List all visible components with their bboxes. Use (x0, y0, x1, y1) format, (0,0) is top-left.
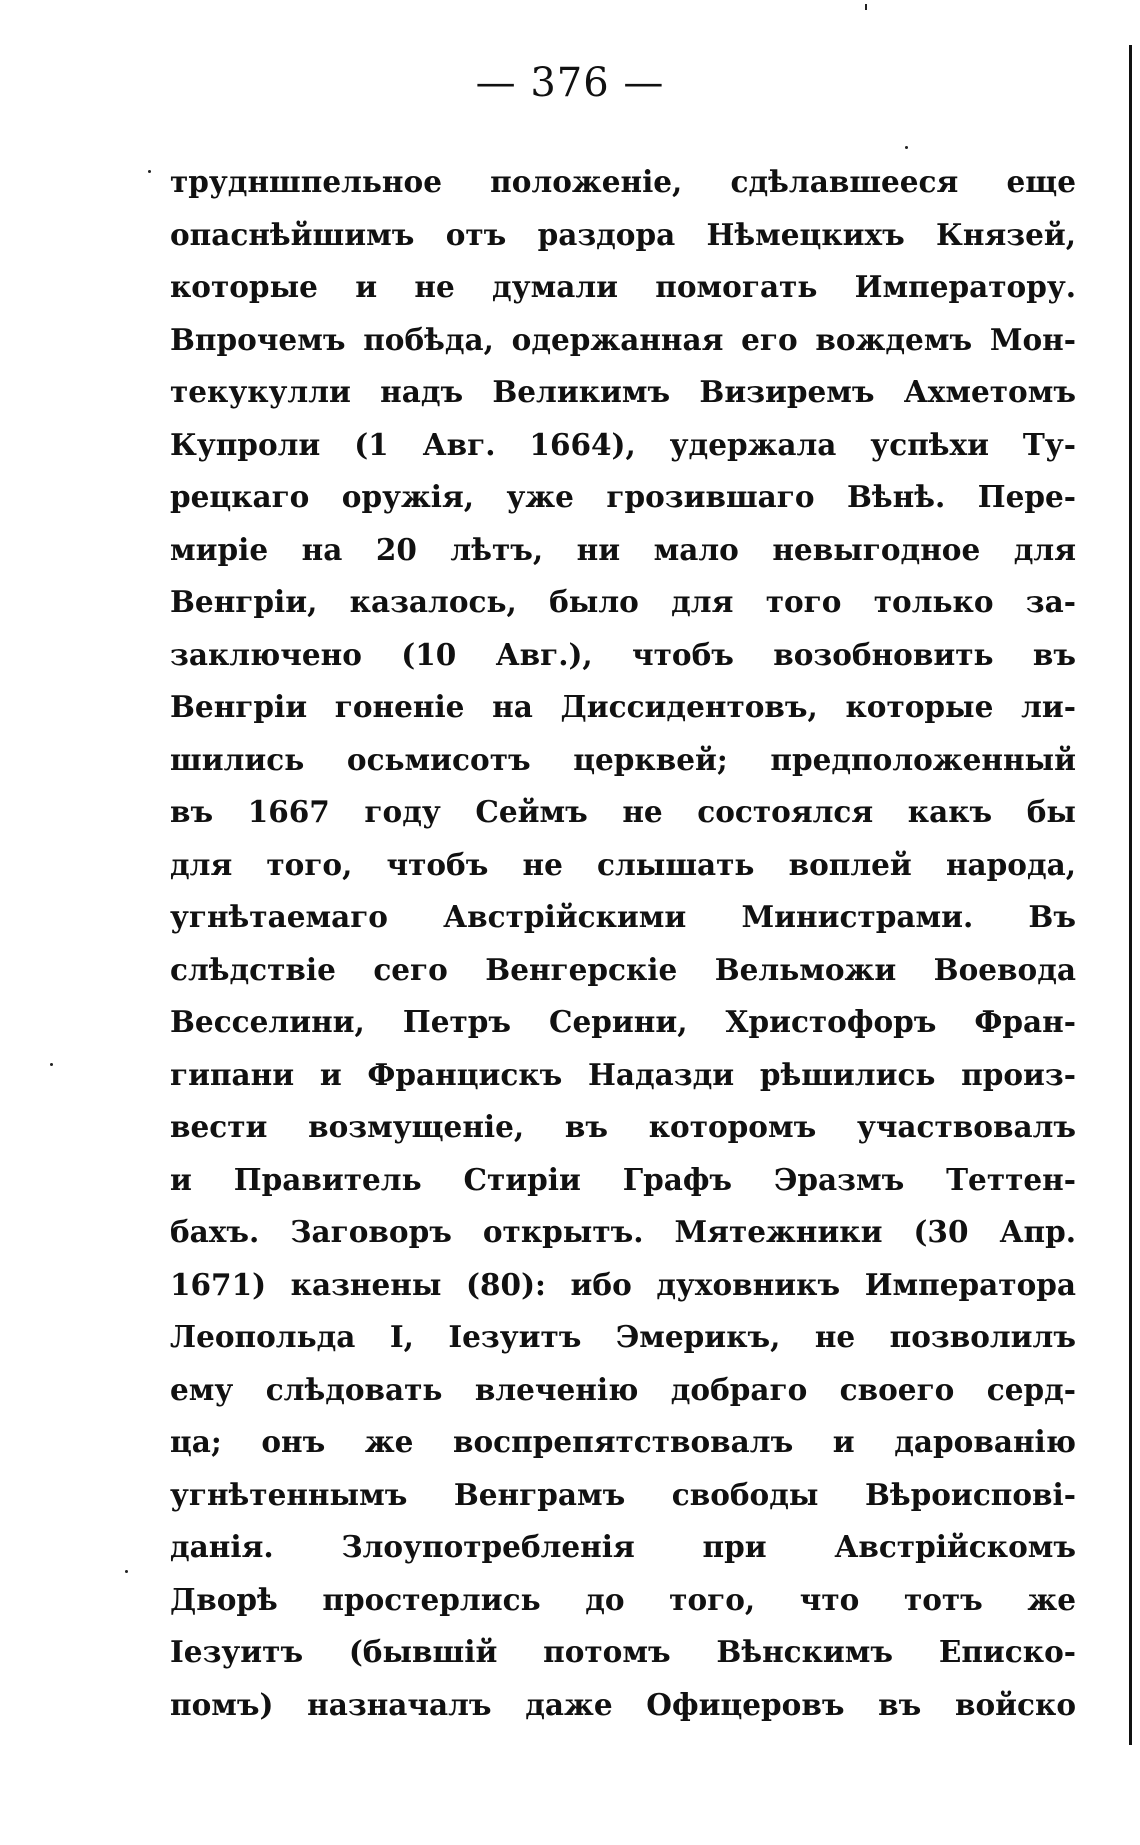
text-line: Леопольда I, Іезуитъ Эмерикъ, не позволилъ (170, 1319, 1076, 1354)
text-line: для того, чтобъ не слышать воплей народа, (170, 846, 1076, 882)
text-line: слѣдствіе сего Венгерскіе Вельможи Воевода (170, 951, 1076, 987)
text-line: миріе на 20 лѣтъ, ни мало невыгодное для (170, 531, 1076, 567)
page-number: — 376 — (475, 60, 665, 106)
text-line: Іезуитъ (бывшій потомъ Вѣнскимъ Еписко- (170, 1634, 1076, 1669)
text-line: которые и не думали помогать Императору. (170, 269, 1076, 304)
text-line: ца; онъ же воспрепятствовалъ и дарованію (170, 1424, 1076, 1459)
text-line: данія. Злоупотребленія при Австрійскомъ (170, 1529, 1076, 1564)
text-line: ему слѣдовать влеченію добраго своего серд- (170, 1371, 1076, 1407)
text-line: угнѣтаемаго Австрійскими Министрами. Въ (170, 899, 1076, 934)
text-line: вести возмущеніе, въ которомъ участвовалъ (170, 1109, 1076, 1144)
text-line: угнѣтеннымъ Венграмъ свободы Вѣроиспові- (170, 1476, 1076, 1512)
scan-mark (865, 4, 867, 10)
text-line: гипани и Францискъ Надазди рѣшились произ- (170, 1056, 1076, 1092)
text-line: и Правитель Стиріи Графъ Эразмъ Теттен- (170, 1161, 1076, 1197)
text-line: Впрочемъ побѣда, одержанная его вождемъ Мон- (170, 321, 1076, 357)
text-line: бахъ. Заговоръ открытъ. Мятежники (30 Апр. (170, 1214, 1076, 1249)
text-line: Венгріи, казалось, было для того только за- (170, 584, 1076, 619)
text-line: помъ) назначалъ даже Офицеровъ въ войско (170, 1686, 1076, 1722)
text-line: заключено (10 Авг.), чтобъ возобновить въ (170, 636, 1076, 672)
speck (50, 1063, 53, 1066)
text-line: Весселини, Петръ Серини, Христофоръ Фран- (170, 1004, 1076, 1039)
speck (148, 170, 151, 173)
text-line: Дворѣ простерлись до того, что тотъ же (170, 1581, 1076, 1617)
text-line: текукулли надъ Великимъ Визиремъ Ахметомъ (170, 374, 1076, 409)
text-line: Венгріи гоненіе на Диссидентовъ, которые ли- (170, 689, 1076, 724)
text-line: Купроли (1 Авг. 1664), удержала успѣхи Ту- (170, 426, 1076, 462)
text-line: трудншпельное положеніе, сдѣлавшееся еще (170, 164, 1076, 199)
text-line: 1671) казнены (80): ибо духовникъ Императора (170, 1266, 1076, 1302)
text-line: опаснѣйшимъ отъ раздора Нѣмецкихъ Князей, (170, 216, 1076, 252)
page-edge-line (1129, 45, 1132, 1745)
text-line: въ 1667 году Сеймъ не состоялся какъ бы (170, 794, 1076, 829)
speck (125, 1570, 128, 1573)
speck (905, 146, 908, 149)
text-line: рецкаго оружія, уже грозившаго Вѣнѣ. Пере- (170, 479, 1076, 514)
text-line: шились осьмисотъ церквей; предположенный (170, 741, 1076, 777)
body-text (170, 156, 1076, 1731)
